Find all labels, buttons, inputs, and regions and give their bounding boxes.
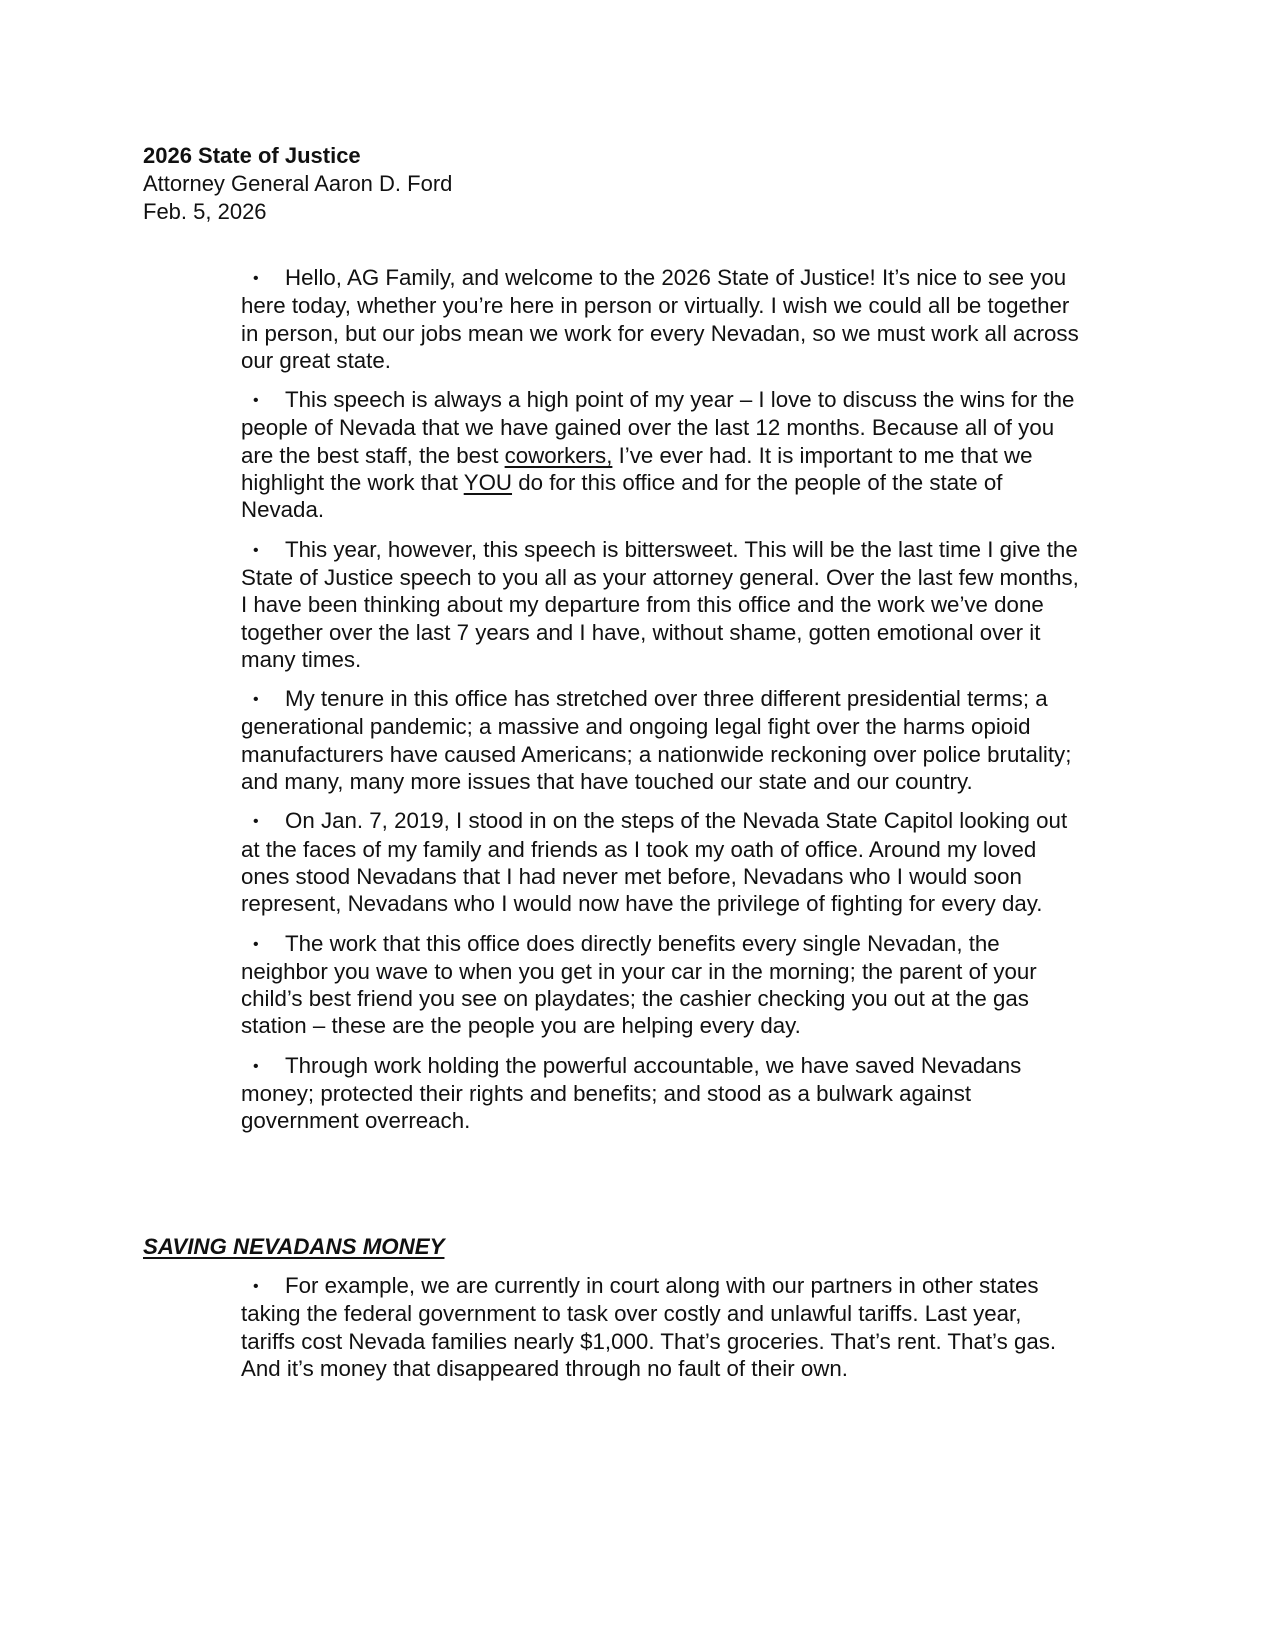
bullet-icon: •	[253, 392, 259, 410]
document-title: 2026 State of Justice	[143, 143, 361, 168]
bullet-icon: •	[253, 270, 259, 287]
paragraph-text: My tenure in this office has stretched over three different presidential terms; a generational pandemic; a massive and ongoing legal fight over the harms opioid manufacturers have caused Americans; a nationwide reckoning over police brutality; and many, many more issues that have touched our state and our country.	[241, 686, 1072, 795]
underlined-word: coworkers,	[504, 442, 613, 468]
document-author: Attorney General Aaron D. Ford	[143, 171, 453, 196]
section-bullet-list	[241, 1272, 1081, 1394]
paragraph-text: Through work holding the powerful accountable, we have saved Nevadans money; protected their rights and benefits; and stood as a bulwark against government overreach.	[241, 1052, 1022, 1134]
paragraph-text: This year, however, this speech is bittersweet. This will be the last time I give the State of Justice speech to you all as your attorney general. Over the last few months, I have been thinking about my departure from this office and the work we’ve done together over the last 7 years and I have, without shame, gotten emotional over it many times.	[241, 536, 1079, 672]
bullet-icon: •	[253, 691, 259, 709]
document-header	[143, 142, 452, 226]
bullet-icon: •	[253, 935, 259, 953]
bullet-paragraph	[241, 685, 1081, 795]
bullet-paragraph	[241, 1052, 1081, 1135]
underlined-word: YOU	[463, 470, 513, 496]
bullet-icon: •	[253, 813, 259, 831]
bullet-paragraph	[241, 930, 1081, 1040]
paragraph-text: On Jan. 7, 2019, I stood in on the steps of the Nevada State Capitol looking out at the faces of my family and friends as I took my oath of office. Around my loved ones stood Nevadans that I had never met before, Nevadans who I would soon represent, Nevadans who I would now have the privilege of fighting for every day.	[241, 808, 1068, 917]
paragraph-text: The work that this office does directly benefits every single Nevadan, the neighbor you wave to when you get in your car in the morning; the parent of your child’s best friend you see on playdates; the cashier checking you out at the gas station – these are the people you are helping every day.	[241, 930, 1037, 1039]
bullet-icon: •	[253, 1278, 259, 1295]
paragraph-text: For example, we are currently in court along with our partners in other states taking the federal government to task over costly and unlawful tariffs. Last year, tariffs cost Nevada families nearly $1,000. That’s groceries. That’s rent. That’s gas. And it’s money that disappeared through no fault of their own.	[241, 1273, 1057, 1381]
bullet-paragraph	[241, 807, 1081, 917]
paragraph-text: This speech is always a high point of my year – I love to discuss the wins for the people of Nevada that we have gained over the last 12 months. Because all of you are the best staff, the best	[241, 387, 1075, 468]
bullet-icon: •	[253, 541, 259, 559]
paragraph-text: I’ve ever had. It is important to me that we highlight the work that	[241, 442, 1033, 496]
bullet-paragraph	[241, 386, 1081, 523]
bullet-paragraph	[241, 1272, 1081, 1382]
section-heading: SAVING NEVADANS MONEY	[143, 1234, 445, 1259]
bullet-icon: •	[253, 1057, 259, 1075]
paragraph-text: Hello, AG Family, and welcome to the 2026 State of Justice! It’s nice to see you here today, whether you’re here in person or virtually. I wish we could all be together in person, but our jobs mean we work for every Nevadan, so we must work all across our great state.	[241, 265, 1079, 373]
bullet-paragraph	[241, 264, 1081, 374]
intro-bullet-list	[241, 264, 1081, 1147]
document-date: Feb. 5, 2026	[143, 199, 267, 224]
bullet-paragraph	[241, 536, 1081, 673]
paragraph-text: do for this office and for the people of the state of Nevada.	[241, 470, 1003, 523]
